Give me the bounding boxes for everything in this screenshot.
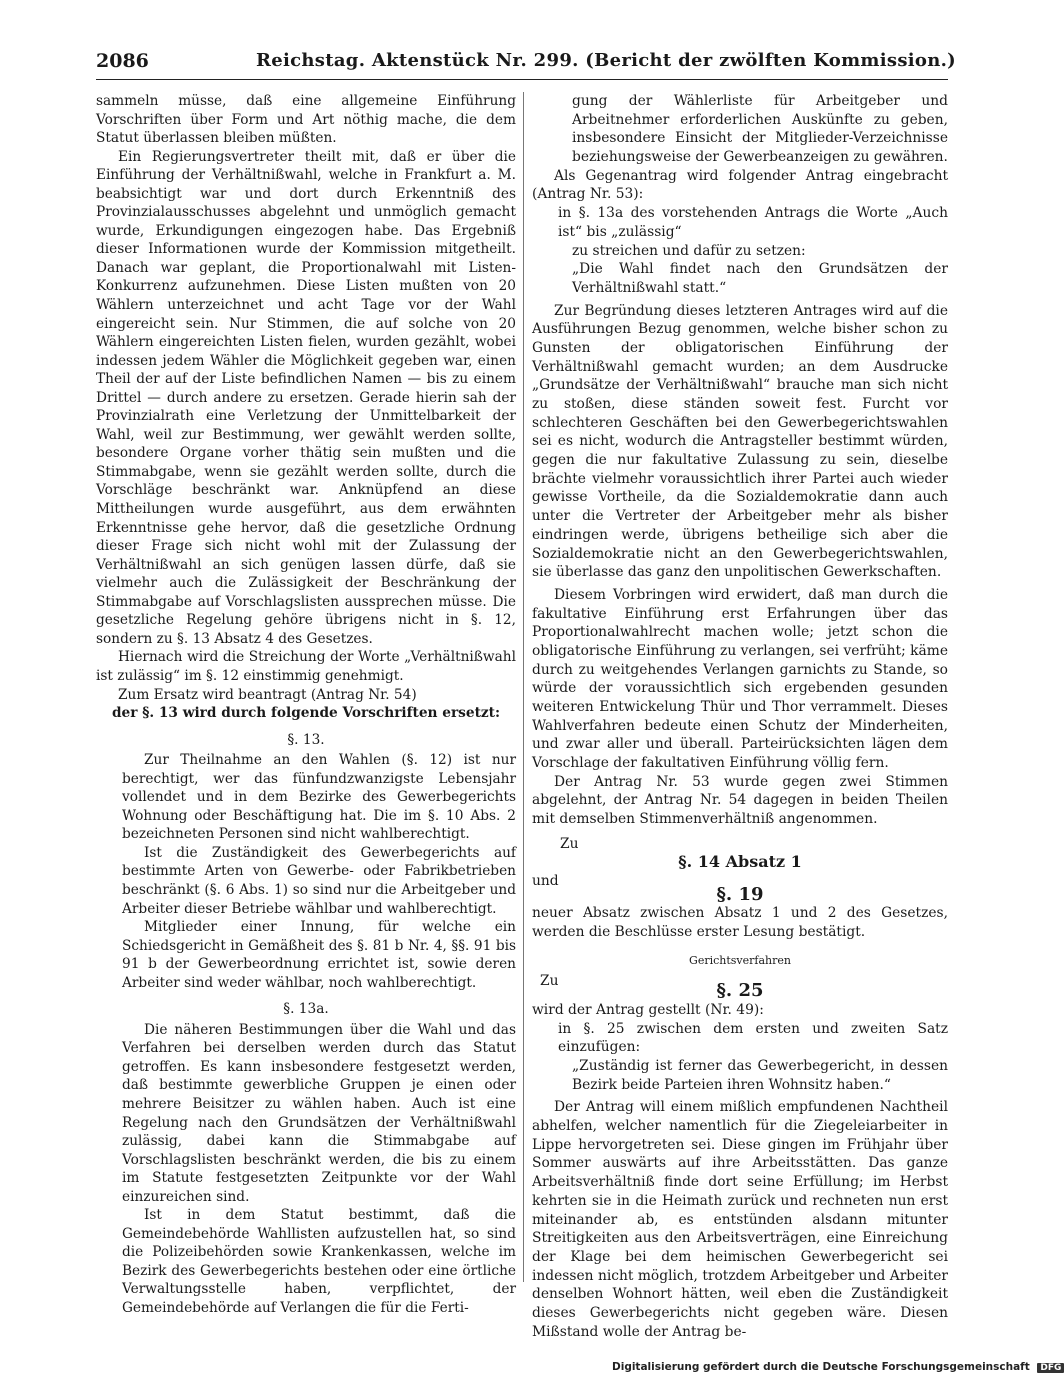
left-column [96,92,516,1318]
section-title: §. 13. [287,731,325,748]
section-heading: §. 14 Absatz 1 [678,851,802,871]
paragraph: in §. 25 zwischen dem ersten und zweiten Satz einzufügen: [558,1020,948,1056]
section-heading: §. 19 [716,883,764,905]
zu-label: Zu [540,973,559,990]
zu-label: Zu [560,835,579,852]
right-column [532,92,948,1341]
und-label: und [532,872,559,889]
paragraph: Hiernach wird die Streichung der Worte „Verhältnißwahl ist zulässig“ im §. 12 einstimmig genehmigt. [96,649,516,684]
footer-credit [612,1361,1064,1373]
quoted-block [572,92,948,167]
paragraph: Zum Ersatz wird beantragt (Antrag Nr. 54) [118,686,417,703]
quoted-block [122,751,516,992]
paragraph: gung der Wählerliste für Arbeitgeber und Arbeitnehmer erforderlichen Auskünfte zu geben, insbesondere Einsicht der Mitglieder-Verzeichnisse beziehungsweise der Gewerbeanzeigen zu gewähren. [572,93,948,166]
section-heading: §. 25 [716,980,764,1002]
paragraph: zu streichen und dafür zu setzen: [572,242,806,259]
paragraph: Zur Begründung dieses letzteren Antrages wird auf die Ausführungen Bezug genommen, welche bisher schon zu Gunsten der obligatorischen Einführung der Verhältnißwahl gemacht wurden; an dem Ausdrucke „Grundsätze der Verhältnißwahl“ brauche man sich nicht zu stoßen, diese ständen soweit fest. Furcht vor schlechteren Geschäften bei den Gewerbegerichtswahlen sei es nicht, wodurch die Antragsteller bestimmt würden, gegen die nur fakultative Zulassung zu sein, dieselbe brächte vielmehr voraussichtlich ihrer Partei auch wieder gewisse Vortheile, da die Sozialdemokratie dann auch unter die Vertreter der Arbeitgeber mehr als bisher eindringen werde, übrigens betheilige sich aber die Sozialdemokratie nicht an den Gewerbegerichtswahlen, sie überlasse das ganz den unpolitischen Gewerkschaften. [532,302,948,581]
paragraph: Als Gegenantrag wird folgender Antrag eingebracht (Antrag Nr. 53): [532,167,948,203]
paragraph: Zur Theilnahme an den Wahlen (§. 12) ist nur berechtigt, wer das fünfundzwanzigste Lebensjahr vollendet und in dem Bezirke des Gewerbegerichts Wohnung oder Beschäftigung hat. Die im §. 10 Abs. 2 bezeichneten Personen sind nicht wahlberechtigt. [122,752,516,843]
dfg-logo: DFG [1037,1363,1064,1373]
section-reference [532,835,948,872]
subheading: Gerichtsverfahren [689,953,791,967]
paragraph: „Die Wahl findet nach den Grundsätzen der Verhältnißwahl statt.“ [572,261,948,296]
quoted-block [122,1021,516,1318]
section-title: §. 13a. [283,1001,329,1018]
page-header [96,50,956,80]
paragraph: der §. 13 wird durch folgende Vorschriften ersetzt: [111,705,501,722]
paragraph: Diesem Vorbringen wird erwidert, daß man durch die fakultative Einführung erst Erfahrungen über das Proportionalwahlrecht machen wolle; jetzt schon die obligatorische Einführung zu verlangen, sei verfrüht; käme durch zu weitgehendes Verlangen garnichts zu Stande, so würde der voraussichtlich sich ergebenden gesunden weiteren Entwickelung Thür und Thor verrammelt. Dieses Wahlverfahren bedeute einen Schutz der Minderheiten, und zwar aller und überall. Parteirücksichten lägen dem Vorschlage der fakultativen Einführung völlig fern. [532,586,948,772]
paragraph: in §. 13a des vorstehenden Antrags die Worte „Auch ist“ bis „zulässig“ [558,205,948,240]
paragraph: Ein Regierungsvertreter theilt mit, daß er über die Einführung der Verhältnißwahl, welche in Frankfurt a. M. beabsichtigt war und dort durch Erkenntniß des Provinzialausschusses abgelehnt und unmöglich gemacht wurde, Erkundigungen eingezogen habe. Das Ergebniß dieser Informationen wurde der Kommission mitgetheilt. Danach war geplant, die Proportionalwahl mit Listen-Konkurrenz aufzunehmen. Diese Listen mußten von 20 Wählern unterzeichnet und acht Tage vor der Wahl eingereicht sein. Nur Stimmen, die auf solche von 20 Wählern eingereichten Listen fielen, wurden gezählt, wobei indessen jedem Wähler die Möglichkeit gegeben war, einen Theil der auf der Liste befindlichen Namen — bis zu einem Drittel — durch andere zu ersetzen. Gerade hierin sah der Provinzialrath eine Verletzung der Unmittelbarkeit der Wahl, weil zur Bestimmung, wer gewählt werden sollte, besondere Organe vorher thätig sein mußten und die Stimmabgabe, wenn sie gezählt werden sollte, durch die Vorschläge beschränkt war. Anknüpfend an diese Mittheilungen wurde ausgeführt, aus dem erwähnten Erkenntnisse gehe hervor, daß die gesetzliche Ordnung dieser Frage sich nicht wohl mit der Zulassung der Verhältnißwahl an sich genügen lassen dürfe, daß sie vielmehr auch die Zulässigkeit der Beschränkung der Stimmabgabe auf Vorschlagslisten aussprechen müsse. Die gesetzliche Regelung gehöre übrigens nicht in §. 12, sondern zu §. 13 Absatz 4 des Gesetzes. [96,148,516,647]
paragraph: wird der Antrag gestellt (Nr. 49): [532,1001,764,1018]
paragraph: Der Antrag Nr. 53 wurde gegen zwei Stimmen abgelehnt, der Antrag Nr. 54 dagegen in beiden Theilen mit demselben Stimmenverhältniß angenommen. [532,773,948,828]
paragraph: Der Antrag will einem mißlich empfundenen Nachtheil abhelfen, welcher namentlich für die Ziegeleiarbeiter in Lippe hervorgetreten sei. Diese gingen im Frühjahr über Sommer auswärts auf ihre Arbeitsstätten. Das ganze Arbeitsverhältniß finde dort seine Erfüllung; im Herbst kehrten sie in die Heimath zurück und rechneten nun erst miteinander ab, es entstünden alsdann mitunter Streitigkeiten aus den Arbeitsverträgen, eine Einreichung der Klage bei dem heimischen Gewerbegericht sei indessen nicht möglich, trotzdem Arbeitgeber und Arbeiter denselben Wohnort hätten, weil eben die Zuständigkeit dieses Gewerbegerichts nicht gegeben wäre. Diesen Mißstand wolle der Antrag be- [532,1099,948,1340]
paragraph: „Zuständig ist ferner das Gewerbegericht, in dessen Bezirk beide Parteien ihren Wohnsitz haben.“ [572,1058,948,1093]
paragraph: neuer Absatz zwischen Absatz 1 und 2 des Gesetzes, werden die Beschlüsse erster Lesung bestätigt. [532,905,948,940]
running-title: Reichstag. Aktenstück Nr. 299. (Bericht der zwölften Kommission.) [256,50,956,71]
paragraph: Die näheren Bestimmungen über die Wahl und das Verfahren bei derselben werden durch das Statut getroffen. Es kann insbesondere festgesetzt werden, daß bestimmte gewerbliche Gruppen je einen oder mehrere Beisitzer zu wählen haben. Auch ist eine Regelung nach den Grundsätzen der Verhältnißwahl zulässig, dabei kann die Stimmabgabe auf Vorschlagslisten beschränkt werden, die bis zu einem im Statute festgesetzten Zeitpunkte vor der Wahl einzureichen sind. [122,1021,516,1205]
header-rule [96,79,948,80]
section-reference [532,872,948,905]
page-number: 2086 [96,50,149,72]
column-divider [523,92,524,1282]
section-reference [532,972,948,1001]
footer-text: Digitalisierung gefördert durch die Deutsche Forschungsgemeinschaft [612,1361,1030,1373]
paragraph: Ist die Zuständigkeit des Gewerbegerichts auf bestimmte Arten von Gewerbe- oder Fabrikbetrieben beschränkt (§. 6 Abs. 1) so sind nur die Arbeitgeber und Arbeiter dieser Betriebe wählbar und wahlberechtigt. [122,844,516,917]
paragraph: sammeln müsse, daß eine allgemeine Einführung Vorschriften über Form und Art nöthig mache, die dem Statut überlassen bleiben müßten. [96,93,516,147]
paragraph: Ist in dem Statut bestimmt, daß die Gemeindebehörde Wahllisten aufzustellen hat, so sind die Polizeibehörden sowie Krankenkassen, welche im Bezirk des Gewerbegerichts bestehen oder eine örtliche Verwaltungsstelle haben, verpflichtet, der Gemeindebehörde auf Verlangen die für die Ferti- [122,1207,516,1316]
paragraph: Mitglieder einer Innung, für welche ein Schiedsgericht in Gemäßheit des §. 81 b Nr. 4, §§. 91 bis 91 b der Gewerbeordnung errichtet ist, sowie deren Arbeiter sind weder wählbar, noch wahlberechtigt. [122,919,516,991]
